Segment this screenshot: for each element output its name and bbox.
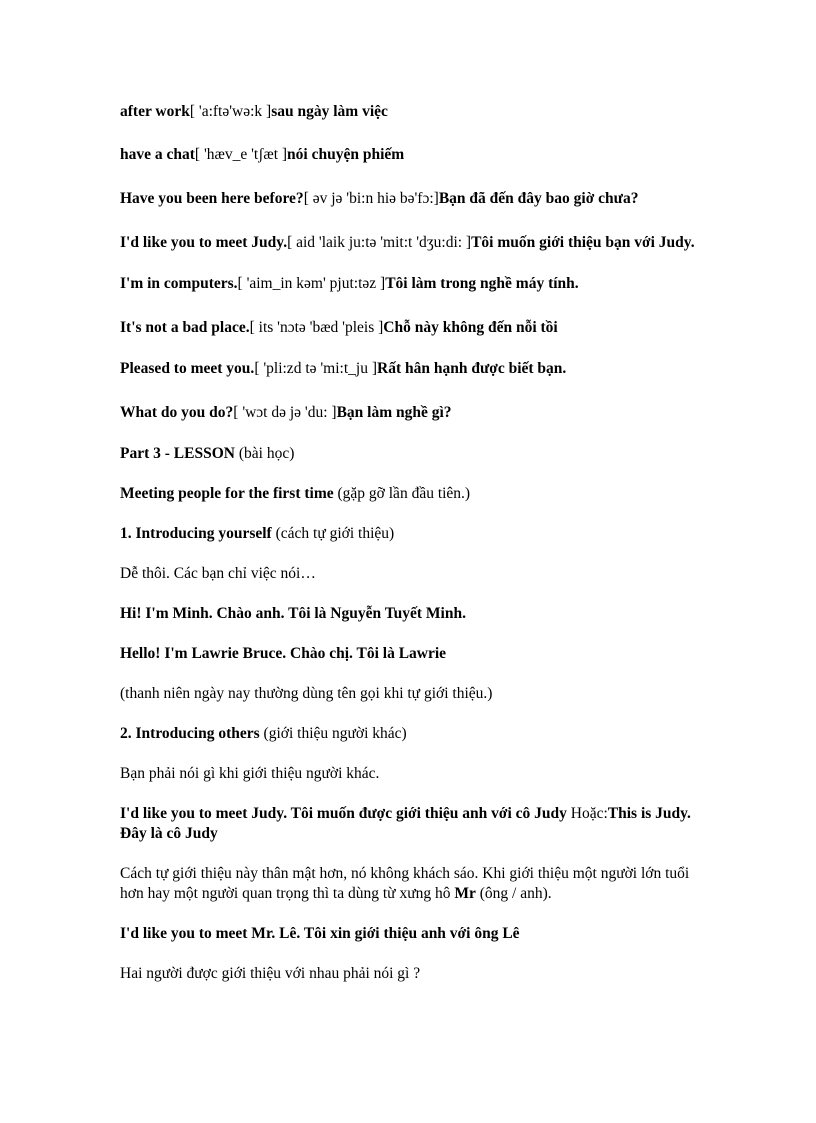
vocab-entry-meet-judy: I'd like you to meet Judy.[ aid 'laik ju:tə 'mit:t 'dʒu:di: ]Tôi muốn giới thiệu bạn với Judy. (120, 234, 695, 251)
section-1-intro: Dễ thôi. Các bạn chỉ việc nói… (120, 565, 316, 582)
section-2-question: Hai người được giới thiệu với nhau phải nói gì ? (120, 965, 421, 982)
section-2-example-1: I'd like you to meet Judy. Tôi muốn được giới thiệu anh với cô Judy Hoặc:This is Judy. Đây là cô Judy (120, 805, 691, 842)
vocab-entry-in-computers: I'm in computers.[ 'aim_in kəm' pjut:təz ]Tôi làm trong nghề máy tính. (120, 275, 579, 292)
lesson-part-heading: Part 3 - LESSON (bài học) (120, 445, 295, 462)
section-1-example-2: Hello! I'm Lawrie Bruce. Chào chị. Tôi là Lawrie (120, 645, 447, 662)
section-2-intro: Bạn phải nói gì khi giới thiệu người khác. (120, 765, 380, 782)
section-2-heading: 2. Introducing others (giới thiệu người khác) (120, 725, 407, 742)
section-1-heading: 1. Introducing yourself (cách tự giới thiệu) (120, 525, 395, 542)
vocab-entry-what-do-you-do: What do you do?[ 'wɔt də jə 'du: ]Bạn làm nghề gì? (120, 404, 452, 421)
section-1-example-1: Hi! I'm Minh. Chào anh. Tôi là Nguyễn Tuyết Minh. (120, 605, 466, 622)
lesson-topic-heading: Meeting people for the first time (gặp gỡ lần đầu tiên.) (120, 485, 471, 502)
vocab-entry-after-work: after work[ 'a:ftə'wə:k ]sau ngày làm việc (120, 103, 388, 120)
section-1-note: (thanh niên ngày nay thường dùng tên gọi khi tự giới thiệu.) (120, 685, 493, 702)
vocab-entry-have-a-chat: have a chat[ 'hæv_e 'tʃæt ]nói chuyện phiếm (120, 146, 405, 163)
vocab-entry-not-bad-place: It's not a bad place.[ its 'nɔtə 'bæd 'pleis ]Chỗ này không đến nỗi tồi (120, 319, 558, 336)
vocab-entry-pleased-to-meet: Pleased to meet you.[ 'pli:zd tə 'mi:t_ju ]Rất hân hạnh được biết bạn. (120, 360, 567, 377)
section-2-example-2: I'd like you to meet Mr. Lê. Tôi xin giới thiệu anh với ông Lê (120, 925, 520, 942)
section-2-explanation: Cách tự giới thiệu này thân mật hơn, nó không khách sáo. Khi giới thiệu một người lớn tuổi hơn hay một người quan trọng thì ta dùng từ xưng hô Mr (ông / anh). (120, 865, 690, 902)
vocab-entry-been-here-before: Have you been here before?[ əv jə 'bi:n hiə bə'fɔ:]Bạn đã đến đây bao giờ chưa? (120, 190, 639, 207)
